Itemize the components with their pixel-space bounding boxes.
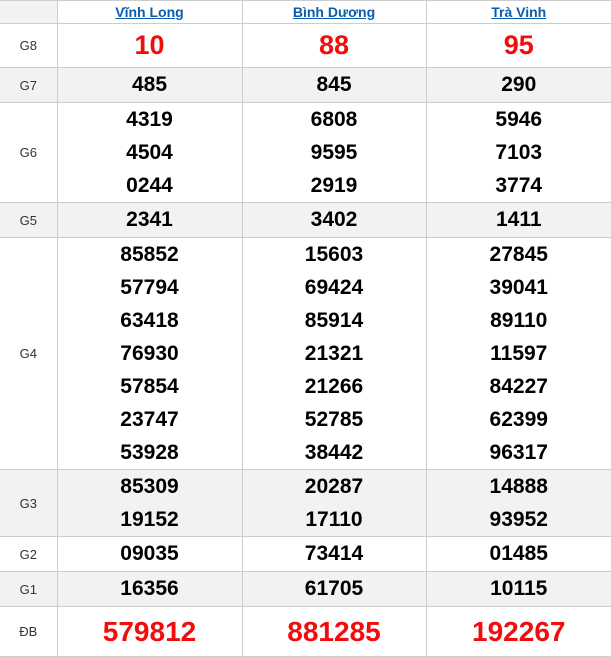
- g7-binh-duong-cell: [242, 68, 426, 103]
- result-number: 4319: [58, 103, 242, 136]
- g2-vinh-long-cell: [57, 537, 242, 572]
- result-number: 62399: [427, 403, 611, 436]
- row-g3: [0, 470, 611, 537]
- province-link-vinh-long[interactable]: Vĩnh Long: [115, 1, 183, 23]
- prize-label-g6: G6: [0, 103, 57, 203]
- result-number: 27845: [427, 238, 611, 271]
- result-number: 39041: [427, 271, 611, 304]
- result-number: 01485: [427, 537, 611, 571]
- corner-cell: [0, 1, 57, 24]
- prize-label-g2: G2: [0, 537, 57, 572]
- result-number: 15603: [243, 238, 426, 271]
- result-number: 63418: [58, 304, 242, 337]
- g7-vinh-long-cell: [57, 68, 242, 103]
- result-number: 52785: [243, 403, 426, 436]
- g1-binh-duong-cell: [242, 572, 426, 607]
- result-number: 5946: [427, 103, 611, 136]
- result-number: 89110: [427, 304, 611, 337]
- db-tra-vinh-cell: [426, 607, 611, 657]
- result-number: 9595: [243, 136, 426, 169]
- result-number: 7103: [427, 136, 611, 169]
- row-db: [0, 607, 611, 657]
- prize-label-g3: G3: [0, 470, 57, 537]
- prize-label-g8: G8: [0, 24, 57, 68]
- g5-tra-vinh-cell: [426, 203, 611, 238]
- result-number: 3774: [427, 169, 611, 202]
- result-number: 73414: [243, 537, 426, 571]
- row-g7: [0, 68, 611, 103]
- row-g2: [0, 537, 611, 572]
- row-g4: [0, 238, 611, 470]
- result-number: 845: [243, 68, 426, 102]
- g6-binh-duong-cell: [242, 103, 426, 203]
- result-number: 2919: [243, 169, 426, 202]
- g7-tra-vinh-cell: [426, 68, 611, 103]
- result-number: 38442: [243, 436, 426, 469]
- result-number: 10: [58, 24, 242, 67]
- g2-tra-vinh-cell: [426, 537, 611, 572]
- result-number: 3402: [243, 203, 426, 237]
- g6-tra-vinh-cell: [426, 103, 611, 203]
- prize-label-g7: G7: [0, 68, 57, 103]
- g4-vinh-long-cell: [57, 238, 242, 470]
- g5-vinh-long-cell: [57, 203, 242, 238]
- result-number: 21266: [243, 370, 426, 403]
- result-number: 19152: [58, 503, 242, 536]
- result-number: 69424: [243, 271, 426, 304]
- result-number: 93952: [427, 503, 611, 536]
- result-number: 57794: [58, 271, 242, 304]
- result-number: 1411: [427, 203, 611, 237]
- result-number: 11597: [427, 337, 611, 370]
- result-number: 53928: [58, 436, 242, 469]
- result-number: 61705: [243, 572, 426, 606]
- row-g8: [0, 24, 611, 68]
- result-number: 20287: [243, 470, 426, 503]
- db-binh-duong-cell: [242, 607, 426, 657]
- result-number: 85852: [58, 238, 242, 271]
- result-number: 95: [427, 24, 611, 67]
- prize-label-g1: G1: [0, 572, 57, 607]
- g4-tra-vinh-cell: [426, 238, 611, 470]
- result-number: 21321: [243, 337, 426, 370]
- result-number: 85914: [243, 304, 426, 337]
- g5-binh-duong-cell: [242, 203, 426, 238]
- g4-binh-duong-cell: [242, 238, 426, 470]
- result-number: 84227: [427, 370, 611, 403]
- row-g6: [0, 103, 611, 203]
- g2-binh-duong-cell: [242, 537, 426, 572]
- result-number: 4504: [58, 136, 242, 169]
- column-header-tra-vinh: [426, 1, 611, 24]
- result-number: 16356: [58, 572, 242, 606]
- column-header-binh-duong: [242, 1, 426, 24]
- g1-tra-vinh-cell: [426, 572, 611, 607]
- g3-binh-duong-cell: [242, 470, 426, 537]
- result-number: 192267: [427, 607, 611, 656]
- result-number: 881285: [243, 607, 426, 656]
- result-number: 85309: [58, 470, 242, 503]
- result-number: 0244: [58, 169, 242, 202]
- g8-binh-duong-cell: [242, 24, 426, 68]
- column-header-vinh-long: [57, 1, 242, 24]
- result-number: 6808: [243, 103, 426, 136]
- province-link-binh-duong[interactable]: Bình Dương: [293, 1, 375, 23]
- result-number: 2341: [58, 203, 242, 237]
- result-number: 485: [58, 68, 242, 102]
- result-number: 96317: [427, 436, 611, 469]
- g8-tra-vinh-cell: [426, 24, 611, 68]
- prize-label-db: ĐB: [0, 607, 57, 657]
- result-number: 23747: [58, 403, 242, 436]
- g3-vinh-long-cell: [57, 470, 242, 537]
- result-number: 57854: [58, 370, 242, 403]
- db-vinh-long-cell: [57, 607, 242, 657]
- province-link-tra-vinh[interactable]: Trà Vinh: [491, 1, 546, 23]
- result-number: 17110: [243, 503, 426, 536]
- result-number: 09035: [58, 537, 242, 571]
- row-g1: [0, 572, 611, 607]
- prize-label-g5: G5: [0, 203, 57, 238]
- g8-vinh-long-cell: [57, 24, 242, 68]
- result-number: 88: [243, 24, 426, 67]
- g6-vinh-long-cell: [57, 103, 242, 203]
- result-number: 10115: [427, 572, 611, 606]
- result-number: 579812: [58, 607, 242, 656]
- row-g5: [0, 203, 611, 238]
- prize-label-g4: G4: [0, 238, 57, 470]
- result-number: 76930: [58, 337, 242, 370]
- g1-vinh-long-cell: [57, 572, 242, 607]
- g3-tra-vinh-cell: [426, 470, 611, 537]
- result-number: 14888: [427, 470, 611, 503]
- result-number: 290: [427, 68, 611, 102]
- header-row: [0, 1, 611, 24]
